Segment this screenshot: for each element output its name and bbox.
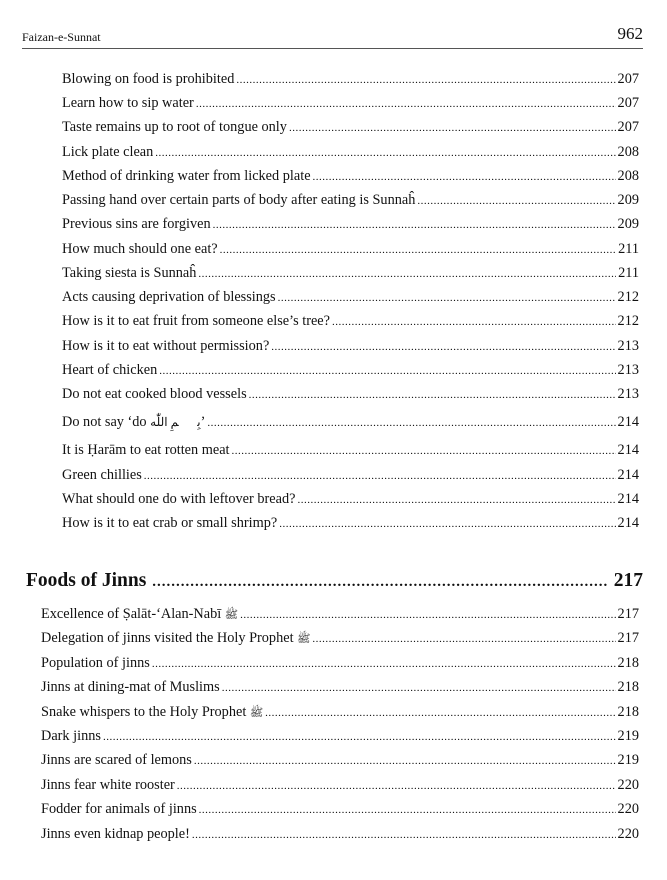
toc-entry[interactable]: How is it to eat fruit from someone else’s tree? ..... 212 bbox=[62, 313, 639, 333]
page-number: 962 bbox=[617, 24, 643, 43]
toc-entry[interactable]: Green chillies ..... 214 bbox=[62, 467, 639, 487]
leader-dots bbox=[240, 609, 615, 621]
leader-dots bbox=[417, 195, 615, 207]
leader-dots bbox=[194, 755, 616, 767]
section-heading[interactable] bbox=[26, 570, 643, 592]
leader-dots bbox=[207, 417, 615, 429]
toc-entry[interactable]: Do not say ‘do بِسۡمِ اللّٰه’ ..... 214 bbox=[62, 414, 639, 434]
toc-entry[interactable]: Lick plate clean ..... 208 bbox=[62, 144, 639, 164]
toc-entry[interactable]: Jinns fear white rooster ..... 220 bbox=[41, 777, 639, 797]
honorific-calligraphy: ﷺ bbox=[249, 707, 264, 719]
honorific-calligraphy: ﷺ bbox=[224, 609, 239, 621]
toc-entry[interactable]: It is Ḥarām to eat rotten meat ..... 214 bbox=[62, 442, 639, 462]
toc-entry[interactable]: Jinns even kidnap people! ..... 220 bbox=[41, 826, 639, 846]
bismillah-calligraphy: بِسۡمِ اللّٰه bbox=[150, 415, 201, 429]
toc-entry[interactable]: Learn how to sip water ..... 207 bbox=[62, 95, 639, 115]
toc-entry[interactable]: Jinns at dining-mat of Muslims ..... 218 bbox=[41, 679, 639, 699]
leader-dots bbox=[332, 316, 616, 328]
toc-entry[interactable]: Do not eat cooked blood vessels ..... 213 bbox=[62, 386, 639, 406]
toc-entry[interactable]: Heart of chicken ..... 213 bbox=[62, 362, 639, 382]
leader-dots bbox=[297, 494, 615, 506]
toc-entry[interactable]: What should one do with leftover bread? ..... 214 bbox=[62, 491, 639, 511]
toc-entry[interactable]: Excellence of Ṣalāt-‘Alan-Nabī ﷺ ..... 217 bbox=[41, 606, 639, 626]
leader-dots bbox=[289, 122, 616, 134]
toc-entry[interactable]: Fodder for animals of jinns ..... 220 bbox=[41, 801, 639, 821]
leader-dots bbox=[312, 633, 615, 645]
leader-dots bbox=[196, 98, 616, 110]
running-title: Faizan-e-Sunnat bbox=[22, 30, 101, 44]
leader-dots bbox=[192, 829, 616, 841]
toc-entry[interactable]: Method of drinking water from licked plate ..... 208 bbox=[62, 168, 639, 188]
leader-dots bbox=[278, 292, 616, 304]
leader-dots bbox=[159, 365, 615, 377]
toc-entry[interactable]: Blowing on food is prohibited ..... 207 bbox=[62, 71, 639, 91]
toc-entry[interactable]: Delegation of jinns visited the Holy Prophet ﷺ ..... 217 bbox=[41, 630, 639, 650]
leader-dots bbox=[279, 518, 615, 530]
toc-entry[interactable]: Population of jinns ..... 218 bbox=[41, 655, 639, 675]
leader-dots bbox=[313, 171, 616, 183]
leader-dots bbox=[232, 445, 616, 457]
toc-entry[interactable]: Taking siesta is Sunnaĥ ..... 211 bbox=[62, 265, 639, 285]
page-header bbox=[22, 22, 643, 48]
toc-entry[interactable]: Dark jinns ..... 219 bbox=[41, 728, 639, 748]
leader-dots bbox=[220, 244, 616, 256]
toc-entry[interactable]: Snake whispers to the Holy Prophet ﷺ ..... 218 bbox=[41, 704, 639, 724]
leader-dots bbox=[199, 804, 616, 816]
toc-entry[interactable]: Previous sins are forgiven ..... 209 bbox=[62, 216, 639, 236]
toc-entry[interactable]: Acts causing deprivation of blessings ..... 212 bbox=[62, 289, 639, 309]
toc-entry[interactable]: Passing hand over certain parts of body after eating is Sunnaĥ ..... 209 bbox=[62, 192, 639, 212]
honorific-calligraphy: ﷺ bbox=[297, 633, 311, 645]
header-rule bbox=[22, 48, 643, 49]
leader-dots bbox=[152, 658, 616, 670]
section-title: Foods of Jinns bbox=[26, 570, 147, 591]
toc-entry[interactable]: How is it to eat crab or small shrimp? ..... 214 bbox=[62, 515, 639, 535]
leader-dots bbox=[236, 74, 615, 86]
leader-dots bbox=[103, 731, 616, 743]
leader-dots bbox=[144, 470, 616, 482]
leader-dots bbox=[222, 682, 616, 694]
toc-entry[interactable]: Taste remains up to root of tongue only ..... 207 bbox=[62, 119, 639, 139]
leader-dots bbox=[213, 219, 616, 231]
section-page: 217 bbox=[613, 570, 643, 591]
leader-dots bbox=[249, 389, 616, 401]
leader-dots bbox=[177, 780, 616, 792]
leader-dots bbox=[152, 574, 607, 591]
leader-dots bbox=[155, 147, 615, 159]
toc-entry[interactable]: How much should one eat? ..... 211 bbox=[62, 241, 639, 261]
leader-dots bbox=[265, 707, 615, 719]
toc-entry[interactable]: How is it to eat without permission? ..... 213 bbox=[62, 338, 639, 358]
leader-dots bbox=[271, 341, 615, 353]
toc-entry[interactable]: Jinns are scared of lemons ..... 219 bbox=[41, 752, 639, 772]
leader-dots bbox=[198, 268, 616, 280]
